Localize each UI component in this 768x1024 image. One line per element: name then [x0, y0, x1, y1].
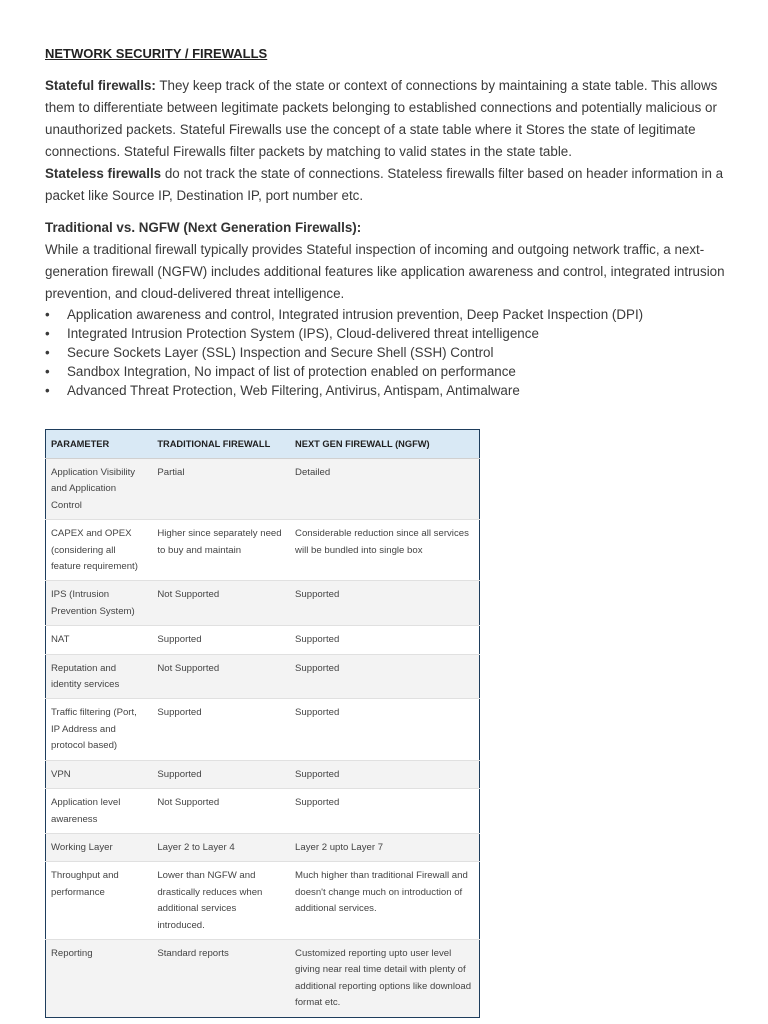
table-row [46, 520, 480, 581]
table-cell: Not Supported [152, 581, 290, 626]
bullet-icon: • [45, 364, 50, 379]
table-cell: Not Supported [152, 654, 290, 699]
stateful-text: They keep track of the state or context of connections by maintaining a state table. This allows them to differentiate between legitimate packets belonging to established connections and potentially malicious or unauthorized packets. Stateful Firewalls use the concept of a state table where it Stores the state of legitimate connections. Stateful Firewalls filter packets by matching to valid states in the state table. [45, 78, 718, 159]
table-cell: Application Visibility and Application Control [46, 459, 153, 520]
list-item: • Secure Sockets Layer (SSL) Inspection and Secure Shell (SSH) Control [45, 345, 494, 360]
stateless-label: Stateless firewalls [45, 166, 162, 181]
table-row [46, 789, 480, 834]
column-header: TRADITIONAL FIREWALL [152, 430, 290, 459]
table-cell: Layer 2 upto Layer 7 [290, 833, 479, 861]
table-row [46, 939, 480, 1017]
table-cell: VPN [46, 760, 153, 788]
list-item: • Advanced Threat Protection, Web Filtering, Antivirus, Antispam, Antimalware [45, 383, 520, 398]
table-cell: Supported [152, 760, 290, 788]
table-cell: Supported [290, 760, 479, 788]
table-cell: Supported [290, 581, 479, 626]
table-cell: CAPEX and OPEX (considering all feature requirement) [46, 520, 153, 581]
table-cell: Supported [152, 699, 290, 760]
column-header: PARAMETER [46, 430, 153, 459]
bullet-icon: • [45, 345, 50, 360]
table-cell: Working Layer [46, 833, 153, 861]
table-cell: Traffic filtering (Port, IP Address and protocol based) [46, 699, 153, 760]
table-cell: Supported [290, 654, 479, 699]
table-cell: Not Supported [152, 789, 290, 834]
table-cell: Higher since separately need to buy and maintain [152, 520, 290, 581]
section-heading: Traditional vs. NGFW (Next Generation Firewalls): [45, 220, 362, 235]
table-cell: Supported [152, 626, 290, 654]
table-cell: Supported [290, 699, 479, 760]
document-body [45, 46, 725, 400]
list-item: • Integrated Intrusion Protection System (IPS), Cloud-delivered threat intelligence [45, 326, 539, 341]
bullet-icon: • [45, 307, 50, 322]
comparison-table [45, 429, 480, 1018]
stateful-label: Stateful firewalls: [45, 78, 156, 93]
table-row [46, 760, 480, 788]
table-cell: Supported [290, 626, 479, 654]
table-cell: Reporting [46, 939, 153, 1017]
table-cell: Considerable reduction since all services will be bundled into single box [290, 520, 479, 581]
page-title: NETWORK SECURITY / FIREWALLS [45, 46, 268, 61]
table-cell: Supported [290, 789, 479, 834]
table-row [46, 862, 480, 940]
list-item: • Application awareness and control, Integrated intrusion prevention, Deep Packet Inspection (DPI) [45, 307, 644, 322]
ngfw-intro-paragraph: While a traditional firewall typically provides Stateful inspection of incoming and outgoing network traffic, a next-generation firewall (NGFW) includes additional features like application awareness and control, integrated intrusion prevention, and cloud-delivered threat intelligence. [45, 242, 725, 301]
table-cell: Reputation and identity services [46, 654, 153, 699]
table-cell: Throughput and performance [46, 862, 153, 940]
bullet-icon: • [45, 383, 50, 398]
bullet-icon: • [45, 326, 50, 341]
stateless-text: do not track the state of connections. Stateless firewalls filter based on header information in a packet like Source IP, Destination IP, port number etc. [45, 166, 724, 203]
table-cell: IPS (Intrusion Prevention System) [46, 581, 153, 626]
feature-list [45, 305, 725, 400]
table-header-row [46, 430, 480, 459]
table-cell: Much higher than traditional Firewall and doesn't change much on introduction of additional services. [290, 862, 479, 940]
table-cell: NAT [46, 626, 153, 654]
table-cell: Customized reporting upto user level giving near real time detail with plenty of additional reporting options like download format etc. [290, 939, 479, 1017]
table-cell: Standard reports [152, 939, 290, 1017]
table-cell: Detailed [290, 459, 479, 520]
list-item: • Sandbox Integration, No impact of list of protection enabled on performance [45, 364, 516, 379]
table-row [46, 654, 480, 699]
firewall-types-paragraph [45, 75, 725, 207]
table-row [46, 626, 480, 654]
table-cell: Layer 2 to Layer 4 [152, 833, 290, 861]
table-row [46, 699, 480, 760]
table-row [46, 459, 480, 520]
column-header: NEXT GEN FIREWALL (NGFW) [290, 430, 479, 459]
table-row [46, 581, 480, 626]
table-row [46, 833, 480, 861]
table-cell: Lower than NGFW and drastically reduces when additional services introduced. [152, 862, 290, 940]
table-cell: Application level awareness [46, 789, 153, 834]
table-cell: Partial [152, 459, 290, 520]
